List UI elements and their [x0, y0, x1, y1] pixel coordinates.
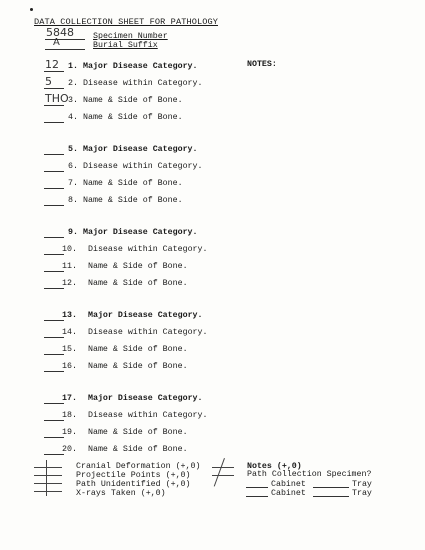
item-17-number: 17.: [62, 394, 77, 403]
item-8-number: 8.: [68, 196, 78, 205]
item-8-label: Name & Side of Bone.: [83, 196, 183, 205]
item-18-blank: [44, 420, 64, 421]
item-5-label: Major Disease Category.: [83, 145, 198, 154]
tray-blank-1: [313, 487, 349, 488]
item-16-number: 16.: [62, 362, 77, 371]
item-9-number: 9.: [68, 228, 78, 237]
burial-suffix-label: Burial Suffix: [93, 41, 158, 50]
tray-blank-2: [313, 496, 349, 497]
cabinet-blank-1: [246, 487, 268, 488]
projectile-points-label: Projectile Points (+,0): [76, 471, 191, 480]
item-11-number: 11.: [62, 262, 77, 271]
item-10-label: Disease within Category.: [88, 245, 208, 254]
specimen-number-value: 5848: [46, 26, 74, 39]
item-16-label: Name & Side of Bone.: [88, 362, 188, 371]
tray-label-2: Tray: [352, 489, 372, 498]
item-19-label: Name & Side of Bone.: [88, 428, 188, 437]
item-2-value: 5: [45, 75, 52, 88]
item-5-number: 5.: [68, 145, 78, 154]
item-6-label: Disease within Category.: [83, 162, 203, 171]
item-13-label: Major Disease Category.: [88, 311, 203, 320]
path-unidentified-label: Path Unidentified (+,0): [76, 480, 191, 489]
item-17-blank: [44, 403, 64, 404]
item-10-number: 10.: [62, 245, 77, 254]
item-14-blank: [44, 337, 64, 338]
cranial-deformation-label: Cranial Deformation (+,0): [76, 462, 201, 471]
cabinet-blank-2: [246, 496, 268, 497]
item-19-blank: [44, 437, 64, 438]
item-5-blank: [44, 154, 64, 155]
item-1-number: 1.: [68, 62, 78, 71]
page-title: DATA COLLECTION SHEET FOR PATHOLOGY: [34, 17, 218, 27]
item-2-blank: [44, 88, 64, 89]
burial-suffix-value: A: [53, 37, 60, 48]
item-20-blank: [44, 454, 64, 455]
footer-left-list: [76, 462, 200, 498]
item-15-blank: [44, 354, 64, 355]
item-18-label: Disease within Category.: [88, 411, 208, 420]
item-20-label: Name & Side of Bone.: [88, 445, 188, 454]
item-7-label: Name & Side of Bone.: [83, 179, 183, 188]
item-2-label: Disease within Category.: [83, 79, 203, 88]
item-19-number: 19.: [62, 428, 77, 437]
cabinet-label-2: Cabinet: [271, 489, 306, 498]
item-1-label: Major Disease Category.: [83, 62, 198, 71]
scan-speck: [30, 8, 33, 11]
item-7-blank: [44, 188, 64, 189]
item-9-label: Major Disease Category.: [83, 228, 198, 237]
item-12-label: Name & Side of Bone.: [88, 279, 188, 288]
item-4-number: 4.: [68, 113, 78, 122]
item-4-label: Name & Side of Bone.: [83, 113, 183, 122]
item-12-number: 12.: [62, 279, 77, 288]
item-20-number: 20.: [62, 445, 77, 454]
specimen-number-label: Specimen Number: [93, 32, 168, 41]
item-2-number: 2.: [68, 79, 78, 88]
item-17-label: Major Disease Category.: [88, 394, 203, 403]
notes-label: NOTES:: [247, 60, 277, 69]
item-13-number: 13.: [62, 311, 77, 320]
item-15-label: Name & Side of Bone.: [88, 345, 188, 354]
tally-mark-right: [210, 456, 240, 496]
item-11-label: Name & Side of Bone.: [88, 262, 188, 271]
item-8-blank: [44, 205, 64, 206]
item-1-blank: [44, 71, 64, 72]
footer-notes-label: Notes (+,0): [247, 462, 302, 471]
item-6-blank: [44, 171, 64, 172]
path-collection-label: Path Collection Specimen?: [247, 470, 372, 479]
item-1-value: 12: [45, 58, 59, 71]
item-13-blank: [44, 320, 64, 321]
item-15-number: 15.: [62, 345, 77, 354]
item-3-value: THO: [45, 92, 69, 105]
item-3-number: 3.: [68, 96, 78, 105]
item-6-number: 6.: [68, 162, 78, 171]
item-14-label: Disease within Category.: [88, 328, 208, 337]
item-3-label: Name & Side of Bone.: [83, 96, 183, 105]
item-3-blank: [44, 105, 64, 106]
item-16-blank: [44, 371, 64, 372]
item-10-blank: [44, 254, 64, 255]
item-14-number: 14.: [62, 328, 77, 337]
specimen-number-line: [45, 39, 85, 40]
item-12-blank: [44, 288, 64, 289]
item-9-blank: [44, 237, 64, 238]
tally-mark-left: [30, 458, 70, 498]
item-11-blank: [44, 271, 64, 272]
xrays-taken-label: X-rays Taken (+,0): [76, 489, 166, 498]
cabinet-label-1: Cabinet: [271, 480, 306, 489]
item-18-number: 18.: [62, 411, 77, 420]
item-7-number: 7.: [68, 179, 78, 188]
item-4-blank: [44, 122, 64, 123]
burial-suffix-line: [45, 49, 85, 50]
tray-label-1: Tray: [352, 480, 372, 489]
